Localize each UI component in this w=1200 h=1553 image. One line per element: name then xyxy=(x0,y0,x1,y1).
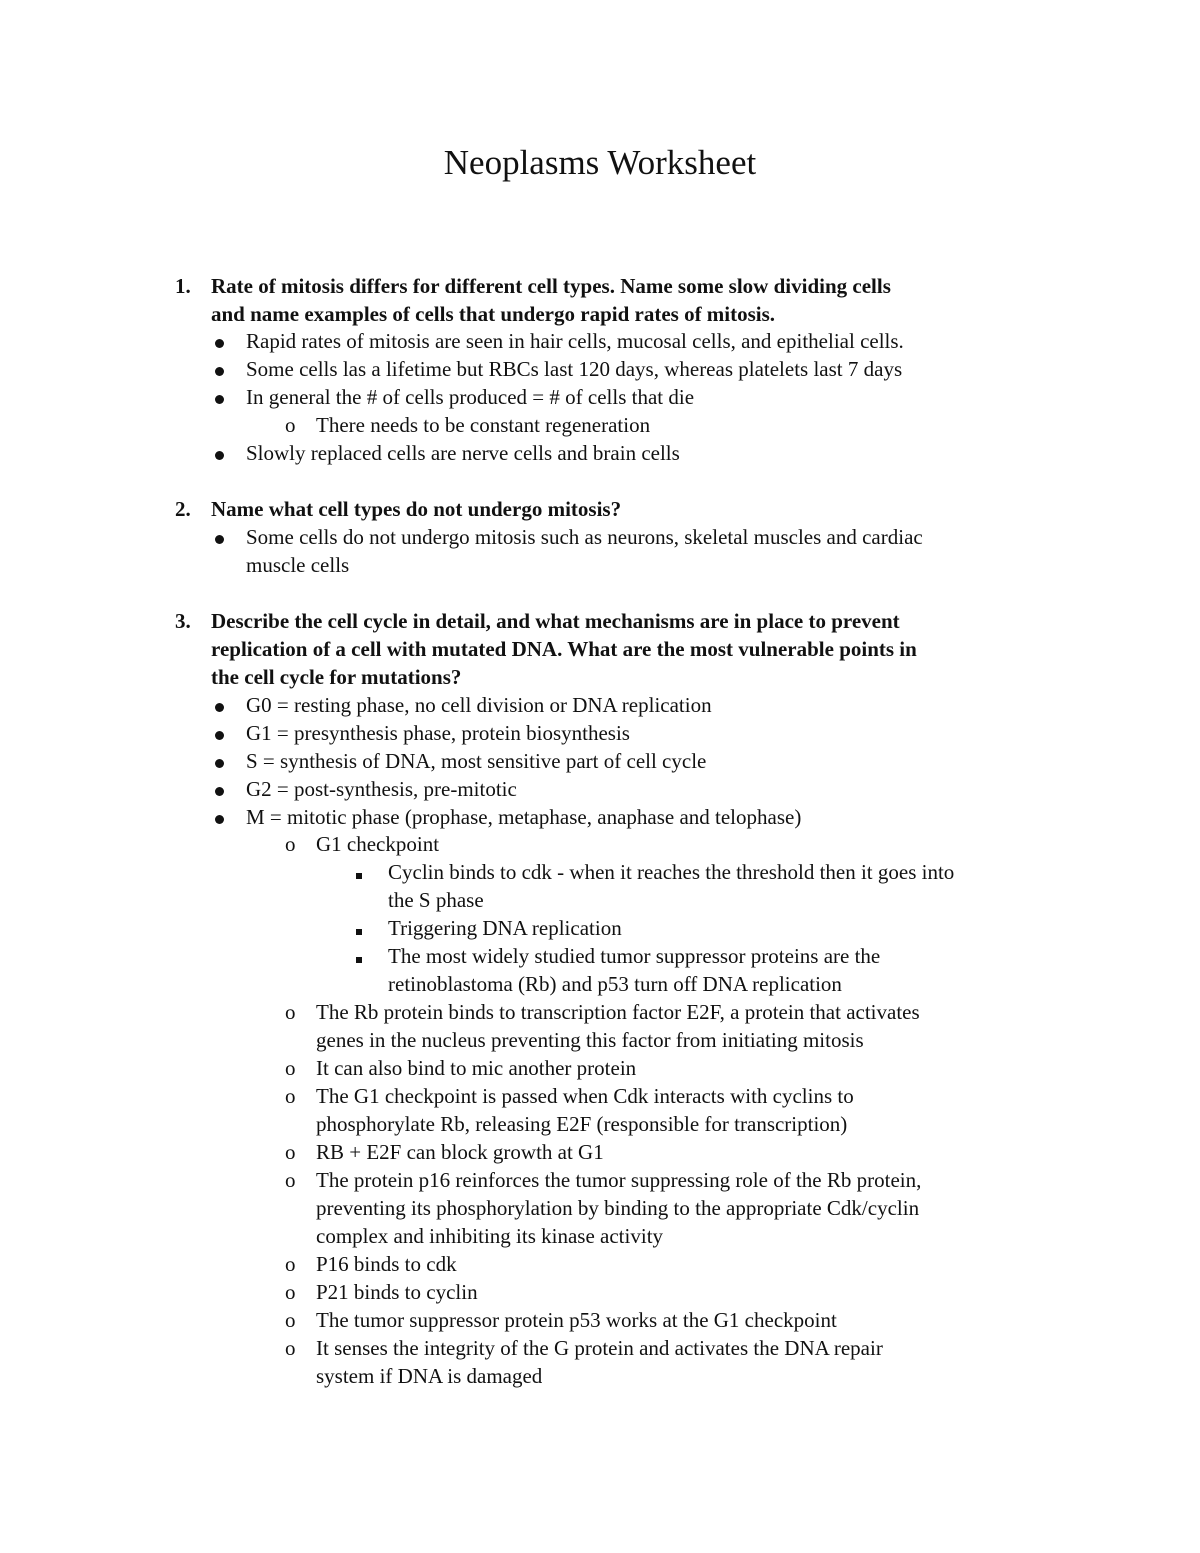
question-1-line-1: Rate of mitosis differs for different cell types. Name some slow dividing cells xyxy=(211,274,891,298)
bullet-icon xyxy=(215,523,224,551)
answer-sub-bullet-continued: genes in the nucleus preventing this factor from initiating mitosis xyxy=(316,1028,864,1052)
answer-sub-bullet: P16 binds to cdk xyxy=(316,1252,457,1276)
circle-bullet-icon: o xyxy=(285,1280,296,1304)
page-title: Neoplasms Worksheet xyxy=(443,143,757,182)
answer-sub-bullet: There needs to be constant regeneration xyxy=(316,413,651,437)
bullet-icon xyxy=(215,355,224,383)
answer-sub-sub-bullet: Triggering DNA replication xyxy=(388,916,622,940)
square-bullet-icon xyxy=(356,858,362,886)
answer-sub-bullet-continued: preventing its phosphorylation by binding to the appropriate Cdk/cyclin xyxy=(316,1196,920,1220)
answer-bullet: Slowly replaced cells are nerve cells and brain cells xyxy=(246,441,680,465)
answer-sub-bullet: G1 checkpoint xyxy=(316,832,440,856)
answer-sub-bullet: The Rb protein binds to transcription factor E2F, a protein that activates xyxy=(316,1000,920,1024)
answer-sub-bullet: The G1 checkpoint is passed when Cdk interacts with cyclins to xyxy=(316,1084,854,1108)
bullet-icon xyxy=(215,383,224,411)
square-bullet-icon xyxy=(356,942,362,970)
answer-bullet: S = synthesis of DNA, most sensitive part of cell cycle xyxy=(246,749,707,773)
answer-sub-sub-bullet: Cyclin binds to cdk - when it reaches the threshold then it goes into xyxy=(388,860,955,884)
circle-bullet-icon: o xyxy=(285,1140,296,1164)
answer-bullet-continued: muscle cells xyxy=(246,553,350,577)
answer-bullet: G1 = presynthesis phase, protein biosynthesis xyxy=(246,721,630,745)
bullet-icon xyxy=(215,691,224,719)
circle-bullet-icon: o xyxy=(285,1308,296,1332)
bullet-icon xyxy=(215,747,224,775)
answer-sub-bullet: The tumor suppressor protein p53 works at the G1 checkpoint xyxy=(316,1308,837,1332)
answer-bullet: Some cells las a lifetime but RBCs last 120 days, whereas platelets last 7 days xyxy=(246,357,903,381)
answer-sub-sub-bullet-continued: retinoblastoma (Rb) and p53 turn off DNA replication xyxy=(388,972,842,996)
circle-bullet-icon: o xyxy=(285,1084,296,1108)
question-3-line-1: Describe the cell cycle in detail, and what mechanisms are in place to prevent xyxy=(211,609,900,633)
answer-bullet: G2 = post-synthesis, pre-mitotic xyxy=(246,777,517,801)
bullet-icon xyxy=(215,327,224,355)
bullet-icon xyxy=(215,775,224,803)
answer-bullet: M = mitotic phase (prophase, metaphase, anaphase and telophase) xyxy=(246,805,802,829)
circle-bullet-icon: o xyxy=(285,1252,296,1276)
bullet-icon xyxy=(215,803,224,831)
circle-bullet-icon: o xyxy=(285,1056,296,1080)
square-bullet-icon xyxy=(356,914,362,942)
question-3-line-3: the cell cycle for mutations? xyxy=(211,665,462,689)
answer-sub-bullet-continued: system if DNA is damaged xyxy=(316,1364,543,1388)
question-number: 2. xyxy=(175,497,191,521)
answer-sub-bullet-continued: phosphorylate Rb, releasing E2F (responsible for transcription) xyxy=(316,1112,848,1136)
question-3-line-2: replication of a cell with mutated DNA. What are the most vulnerable points in xyxy=(211,637,917,661)
bullet-icon xyxy=(215,719,224,747)
answer-bullet: G0 = resting phase, no cell division or DNA replication xyxy=(246,693,712,717)
answer-bullet: In general the # of cells produced = # of cells that die xyxy=(246,385,695,409)
circle-bullet-icon: o xyxy=(285,832,296,856)
question-number: 3. xyxy=(175,609,191,633)
answer-sub-sub-bullet-continued: the S phase xyxy=(388,888,484,912)
answer-sub-bullet: P21 binds to cyclin xyxy=(316,1280,478,1304)
answer-bullet: Rapid rates of mitosis are seen in hair cells, mucosal cells, and epithelial cells. xyxy=(246,329,904,353)
answer-sub-bullet: It senses the integrity of the G protein and activates the DNA repair xyxy=(316,1336,883,1360)
question-1-line-2: and name examples of cells that undergo rapid rates of mitosis. xyxy=(211,302,776,326)
answer-sub-bullet: The protein p16 reinforces the tumor suppressing role of the Rb protein, xyxy=(316,1168,922,1192)
circle-bullet-icon: o xyxy=(285,1000,296,1024)
bullet-icon xyxy=(215,439,224,467)
circle-bullet-icon: o xyxy=(285,413,296,437)
answer-sub-sub-bullet: The most widely studied tumor suppressor proteins are the xyxy=(388,944,881,968)
circle-bullet-icon: o xyxy=(285,1168,296,1192)
circle-bullet-icon: o xyxy=(285,1336,296,1360)
answer-bullet: Some cells do not undergo mitosis such as neurons, skeletal muscles and cardiac xyxy=(246,525,923,549)
answer-sub-bullet: RB + E2F can block growth at G1 xyxy=(316,1140,604,1164)
question-2-line: Name what cell types do not undergo mitosis? xyxy=(211,497,622,521)
question-number: 1. xyxy=(175,274,191,298)
answer-sub-bullet: It can also bind to mic another protein xyxy=(316,1056,637,1080)
answer-sub-bullet-continued: complex and inhibiting its kinase activity xyxy=(316,1224,664,1248)
